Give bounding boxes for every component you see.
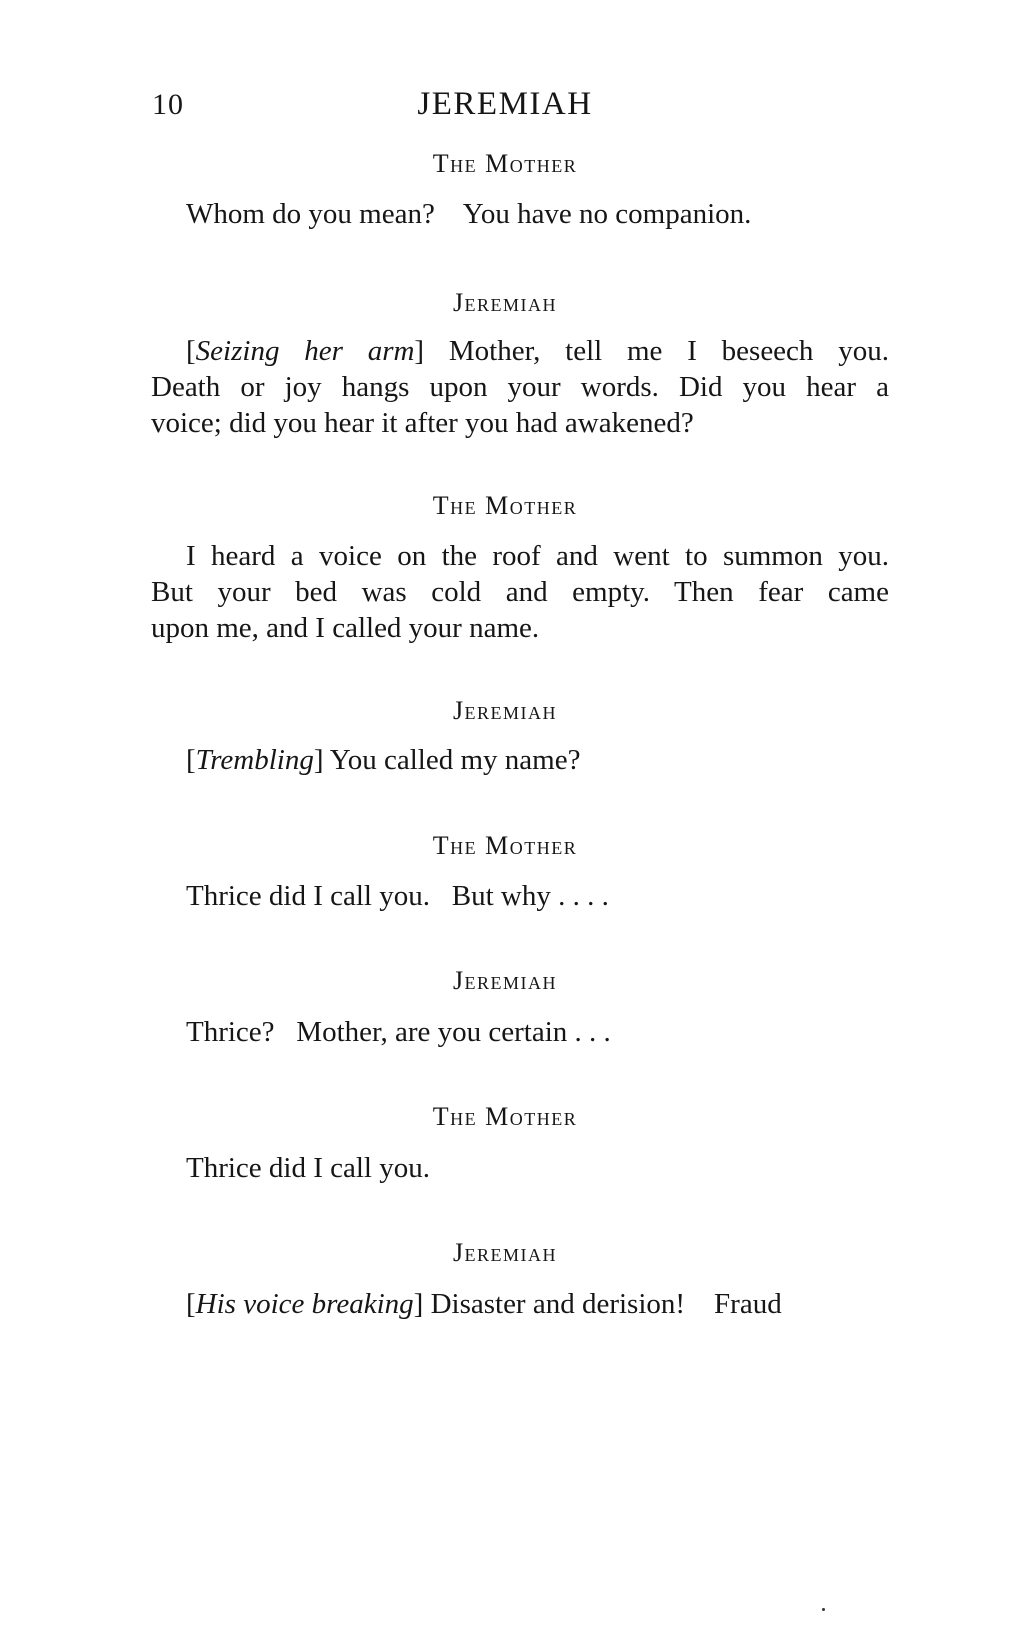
speech-line: Thrice did I call you. bbox=[186, 1152, 430, 1184]
speech-line: Thrice? Mother, are you certain . . . bbox=[186, 1016, 611, 1048]
stage-direction: His voice breaking bbox=[195, 1288, 414, 1320]
speech-line: I heard a voice on the roof and went to summon you. bbox=[186, 540, 889, 572]
page-number: 10 bbox=[152, 88, 184, 121]
speech-paragraph bbox=[151, 333, 889, 441]
speaker-heading: Jeremiah bbox=[452, 696, 558, 725]
stage-direction: Seizing her arm bbox=[195, 335, 415, 367]
stage-direction: Trembling bbox=[195, 744, 314, 776]
speech-line: [His voice breaking] Disaster and derision! Fraud bbox=[186, 1288, 782, 1320]
speaker-heading: The Mother bbox=[432, 1102, 578, 1131]
speech-line: But your bed was cold and empty. Then fear came bbox=[151, 576, 889, 608]
speech-line: voice; did you hear it after you had awakened? bbox=[151, 407, 694, 439]
speech-line: [Trembling] You called my name? bbox=[186, 744, 581, 776]
speech-paragraph bbox=[151, 538, 889, 646]
speaker-heading: Jeremiah bbox=[452, 288, 558, 317]
speaker-heading: Jeremiah bbox=[452, 1238, 558, 1267]
speaker-heading: The Mother bbox=[432, 149, 578, 178]
speech-line: upon me, and I called your name. bbox=[151, 612, 540, 644]
running-title: JEREMIAH bbox=[417, 86, 593, 122]
speaker-heading: Jeremiah bbox=[452, 966, 558, 995]
speaker-heading: The Mother bbox=[432, 491, 578, 520]
speech-line: Thrice did I call you. But why . . . . bbox=[186, 880, 609, 912]
speech-line: [Seizing her arm] Mother, tell me I beseech you. bbox=[186, 335, 889, 367]
speech-line: Whom do you mean? You have no companion. bbox=[186, 198, 752, 230]
speaker-heading: The Mother bbox=[432, 831, 578, 860]
print-speck bbox=[822, 1608, 825, 1611]
speech-line: Death or joy hangs upon your words. Did you hear a bbox=[151, 371, 889, 403]
